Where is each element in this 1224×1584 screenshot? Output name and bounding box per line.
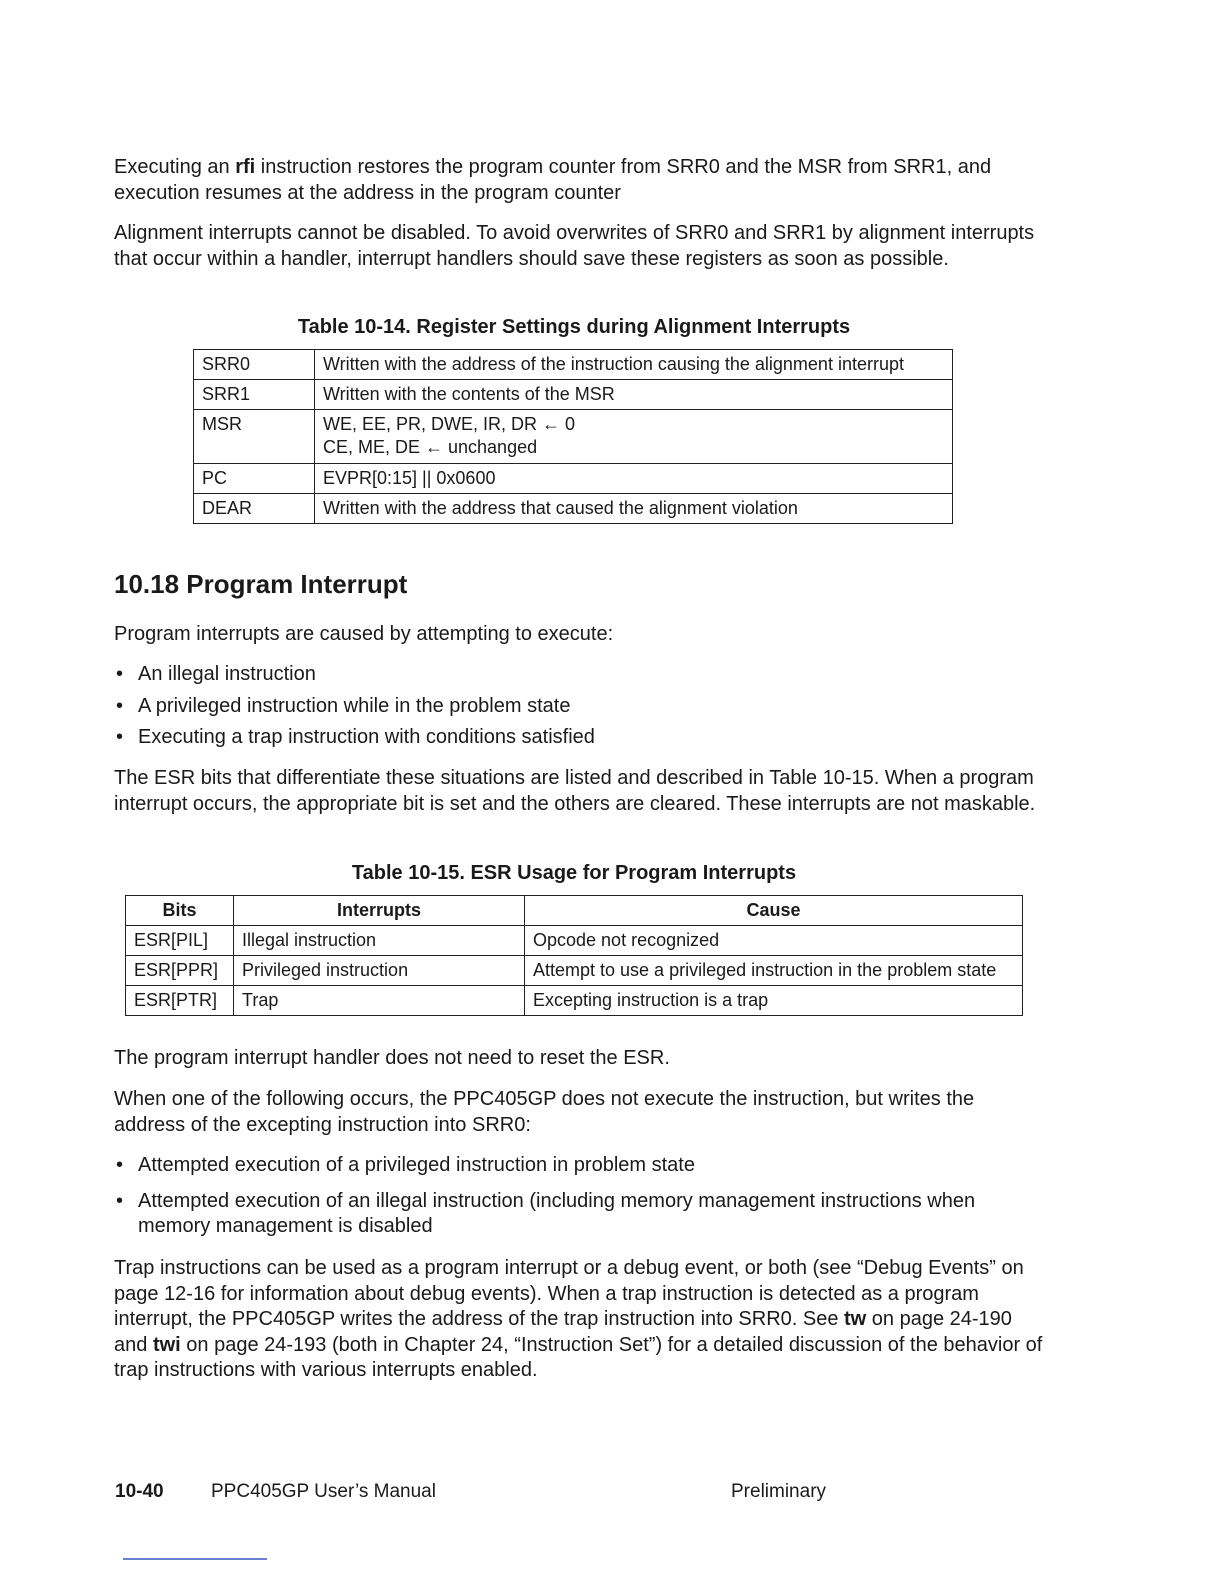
keyword-rfi: rfi [235, 156, 256, 178]
section-heading: 10.18 Program Interrupt [114, 569, 408, 599]
table-10-15-caption: Table 10-15. ESR Usage for Program Interrupts [351, 862, 797, 884]
paragraph-rfi [114, 155, 1044, 206]
footer-manual-title: PPC405GP User’s Manual [211, 1481, 436, 1502]
bits-cell: ESR[PIL] [126, 926, 234, 956]
table-row [126, 926, 1023, 956]
bullet-list-exceptions [114, 1153, 1044, 1240]
description-cell [315, 410, 953, 464]
footer-rule [123, 1558, 267, 1560]
table-row [194, 464, 953, 494]
table-10-15 [125, 895, 1023, 1016]
footer-status: Preliminary [731, 1481, 827, 1502]
paragraph-program-intro: Program interrupts are caused by attempting to execute: [114, 623, 614, 645]
register-cell: MSR [194, 410, 315, 464]
paragraph-srr0-write: When one of the following occurs, the PPC405GP does not execute the instruction, but writes the address of the excepting instruction into SRR0: [114, 1088, 975, 1136]
paragraph-alignment-disable: Alignment interrupts cannot be disabled. To avoid overwrites of SRR0 and SRR1 by alignment interrupts that occur within a handler, interrupt handlers should save these registers as soon as possible. [114, 222, 1035, 270]
bullet-list-causes [114, 662, 1044, 751]
table-row [194, 350, 953, 380]
list-item: • A privileged instruction while in the problem state [114, 694, 1044, 720]
bits-cell: ESR[PTR] [126, 986, 234, 1016]
table-10-14 [193, 349, 953, 524]
register-cell: SRR1 [194, 380, 315, 410]
table-row [126, 986, 1023, 1016]
column-header: Cause [525, 896, 1023, 926]
table-header-row [126, 896, 1023, 926]
register-cell: PC [194, 464, 315, 494]
table-row [194, 494, 953, 524]
text: Trap instructions can be used as a program interrupt or a debug event, or both (see “Debug Events” on page 12-16 for information about debug events). When a trap instruction is detected as a program interrupt, the PPC405GP writes the address of the trap instruction into SRR0. See [114, 1257, 1024, 1330]
column-header: Bits [126, 896, 234, 926]
description-line: WE, EE, PR, DWE, IR, DR ← 0 [323, 414, 576, 434]
description-line: CE, ME, DE ← unchanged [323, 437, 538, 457]
description-cell: Written with the contents of the MSR [315, 380, 953, 410]
cause-cell: Excepting instruction is a trap [525, 986, 1023, 1016]
paragraph-esr-bits: The ESR bits that differentiate these situations are listed and described in Table 10-15. When a program interrupt occurs, the appropriate bit is set and the others are cleared. These interrupts are not maskable. [114, 767, 1036, 815]
text: instruction restores the program counter from SRR0 and the MSR from SRR1, and execution resumes at the address in the program counter [114, 156, 992, 204]
paragraph-trap-instructions [114, 1256, 1044, 1384]
register-cell: SRR0 [194, 350, 315, 380]
paragraph-esr-reset: The program interrupt handler does not need to reset the ESR. [114, 1047, 670, 1069]
cause-cell: Attempt to use a privileged instruction in the problem state [525, 956, 1023, 986]
list-item: • Executing a trap instruction with conditions satisfied [114, 725, 1044, 751]
keyword-twi: twi [152, 1333, 181, 1356]
description-cell: Written with the address of the instruction causing the alignment interrupt [315, 350, 953, 380]
text: on page 24-190 and [114, 1308, 1012, 1356]
table-row [126, 956, 1023, 986]
list-item: • An illegal instruction [114, 662, 1044, 688]
table-row [194, 410, 953, 464]
interrupt-cell: Trap [234, 986, 525, 1016]
footer-page-number: 10-40 [115, 1481, 164, 1502]
register-cell: DEAR [194, 494, 315, 524]
description-cell: Written with the address that caused the alignment violation [315, 494, 953, 524]
text: on page 24-193 (both in Chapter 24, “Instruction Set”) for a detailed discussion of the behavior of trap instructions with various interrupts enabled. [114, 1333, 1043, 1381]
bits-cell: ESR[PPR] [126, 956, 234, 986]
column-header: Interrupts [234, 896, 525, 926]
interrupt-cell: Illegal instruction [234, 926, 525, 956]
text: Executing an [114, 156, 236, 178]
cause-cell: Opcode not recognized [525, 926, 1023, 956]
table-10-14-caption: Table 10-14. Register Settings during Alignment Interrupts [297, 316, 851, 338]
list-item: • Attempted execution of an illegal instruction (including memory management instructions when memory management is disabled [114, 1189, 1044, 1240]
description-cell: EVPR[0:15] || 0x0600 [315, 464, 953, 494]
interrupt-cell: Privileged instruction [234, 956, 525, 986]
table-row [194, 380, 953, 410]
list-item: • Attempted execution of a privileged instruction in problem state [114, 1153, 1044, 1179]
keyword-tw: tw [844, 1308, 867, 1330]
